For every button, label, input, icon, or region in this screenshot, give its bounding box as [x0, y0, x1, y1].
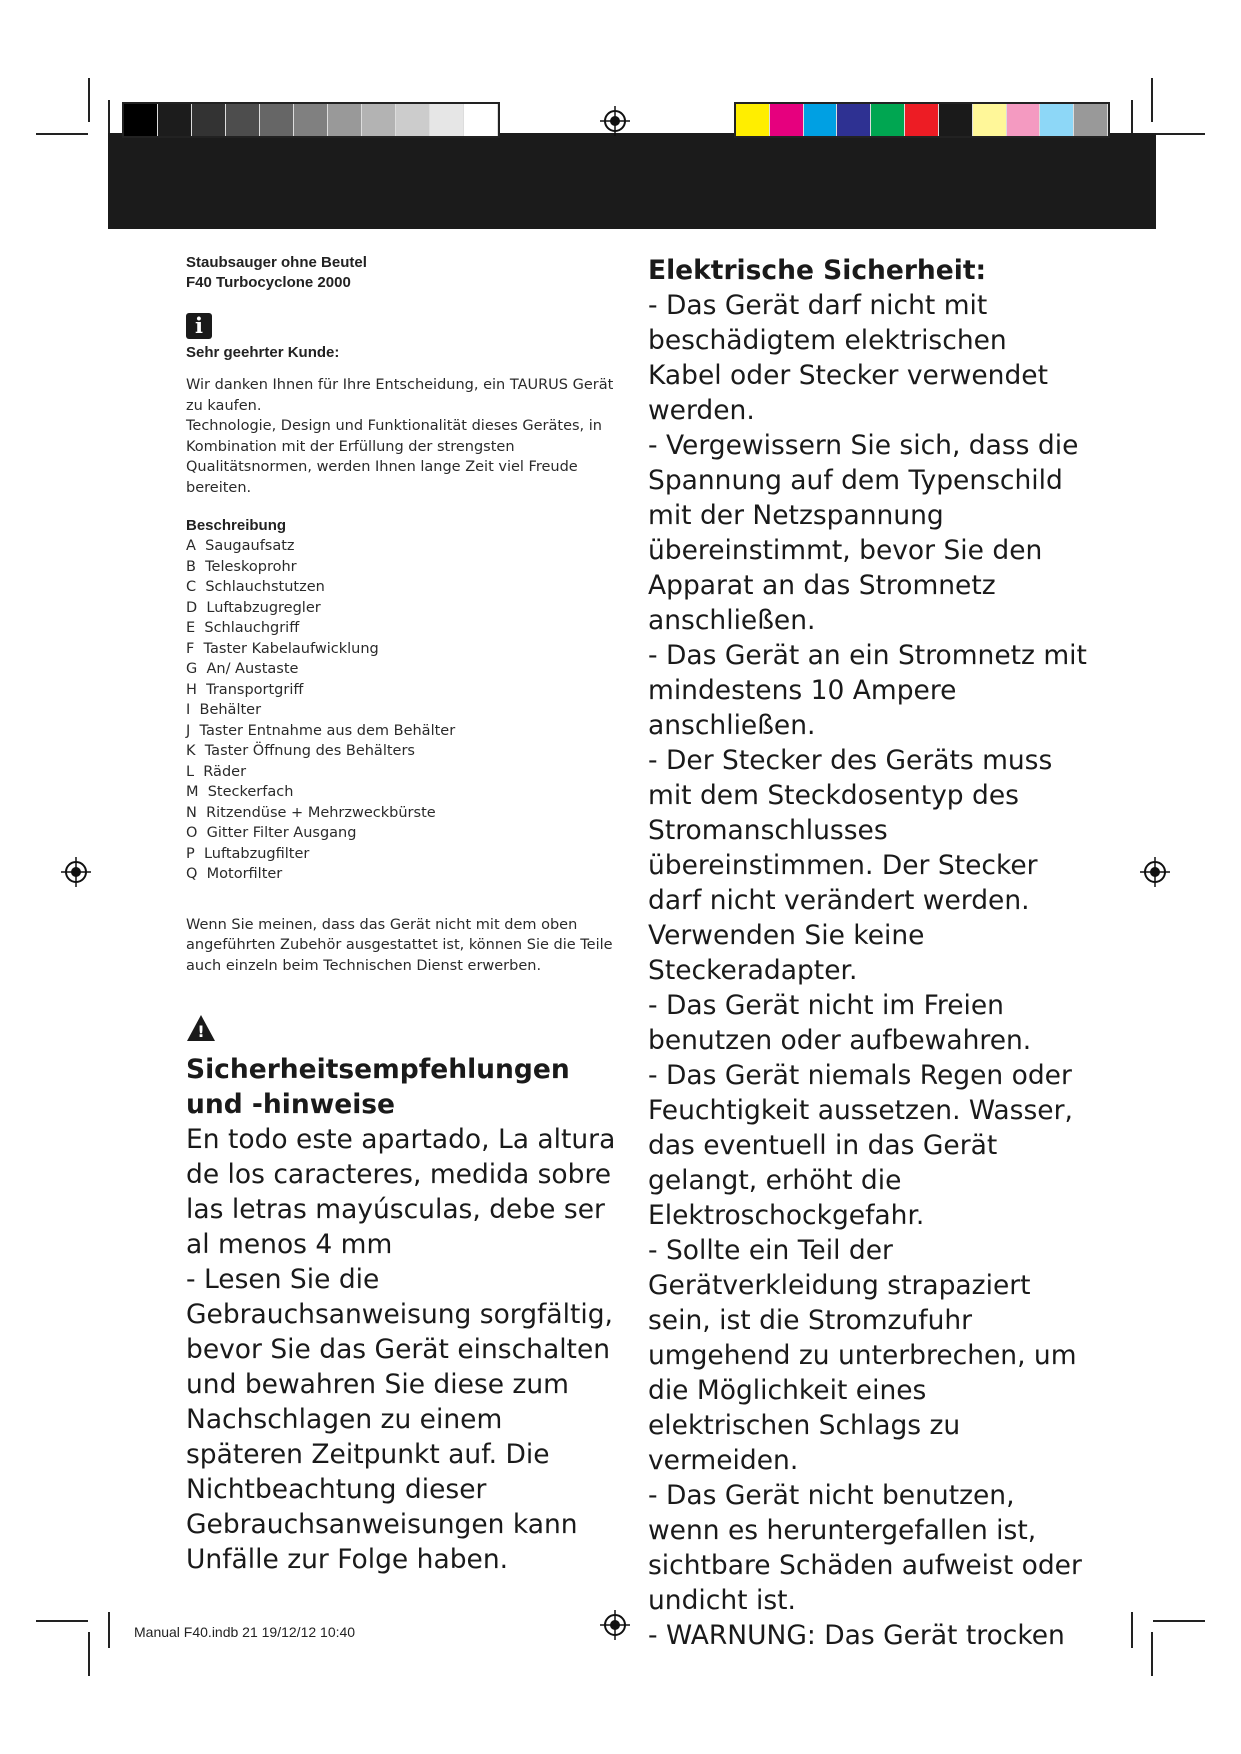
description-item: M Steckerfach — [186, 784, 294, 800]
description-item: C Schlauchstutzen — [186, 579, 325, 595]
electrical-safety-title: Elektrische Sicherheit: — [648, 255, 987, 286]
description-item: Q Motorfilter — [186, 866, 283, 882]
crop-mark — [36, 133, 88, 135]
intro-paragraph: Wir danken Ihnen für Ihre Entscheidung, ein TAURUS Gerät zu kaufen. — [186, 377, 614, 414]
description-item: F Taster Kabelaufwicklung — [186, 640, 379, 657]
registration-mark-icon — [1140, 857, 1170, 887]
electrical-safety-item: - Das Gerät niemals Regen oder Feuchtigkeit aussetzen. Wasser, das eventuell in das Gerät gelangt, erhöht die Elektroschockgefahr. — [648, 1060, 1073, 1231]
crop-mark — [1151, 1632, 1153, 1676]
electrical-safety-item: - Der Stecker des Geräts muss mit dem Steckdosentyp des Stromanschlusses übereinstimmen. Der Stecker darf nicht verändert werden. Verwenden Sie keine Steckeradapter. — [648, 745, 1053, 986]
description-item: J Taster Entnahme aus dem Behälter — [186, 722, 456, 739]
color-swatch — [973, 104, 1007, 136]
description-item: K Taster Öffnung des Behälters — [186, 743, 415, 759]
color-swatch — [192, 104, 226, 136]
safety-title: Sicherheitsempfehlungen und -hinweise — [186, 1054, 570, 1120]
color-swatch — [294, 104, 328, 136]
safety-paragraph: - Lesen Sie die Gebrauchsanweisung sorgfältig, bevor Sie das Gerät einschalten und bewahren Sie diese zum Nachschlagen zu einem späteren Zeitpunkt auf. Die Nichtbeachtung dieser Gebrauchsanweisungen kann Unfälle zur Folge haben. — [186, 1264, 613, 1575]
color-swatch — [736, 104, 770, 136]
description-item: P Luftabzugfilter — [186, 845, 310, 862]
description-title: Beschreibung — [186, 517, 287, 534]
description-item: I Behälter — [186, 702, 262, 718]
electrical-safety-item: - Das Gerät nicht benutzen, wenn es heruntergefallen ist, sichtbare Schäden aufweist oder undicht ist. — [648, 1480, 1082, 1616]
description-item: L Räder — [186, 763, 247, 780]
electrical-safety-item: - Das Gerät darf nicht mit beschädigtem elektrischen Kabel oder Stecker verwendet werden. — [648, 290, 1048, 426]
crop-mark — [36, 1620, 88, 1622]
crop-mark — [88, 78, 90, 122]
product-name: Staubsauger ohne Beutel — [186, 254, 367, 271]
description-item: N Ritzendüse + Mehrzweckbürste — [186, 804, 436, 821]
color-swatch — [328, 104, 362, 136]
description-item: G An/ Austaste — [186, 661, 299, 677]
color-swatch — [1040, 104, 1074, 136]
crop-mark — [1151, 78, 1153, 122]
description-item: D Luftabzugregler — [186, 599, 321, 616]
crop-mark — [1131, 100, 1133, 136]
footer-print-info: Manual F40.indb 21 19/12/12 10:40 — [134, 1624, 356, 1640]
crop-mark — [108, 1612, 110, 1648]
color-swatch — [464, 104, 498, 136]
right-column — [648, 253, 1088, 1653]
color-swatch — [226, 104, 260, 136]
greeting: Sehr geehrter Kunde: — [186, 344, 340, 361]
intro-paragraph: Technologie, Design und Funktionalität dieses Gerätes, in Kombination mit der Erfüllung der strengsten Qualitätsnormen, werden Ihnen lange Zeit viel Freude bereiten. — [186, 418, 602, 496]
crop-mark — [1153, 1620, 1205, 1622]
color-swatch — [837, 104, 871, 136]
grayscale-swatch-strip — [122, 102, 500, 138]
electrical-safety-item: - Sollte ein Teil der Gerätverkleidung strapaziert sein, ist die Stromzufuhr umgehend zu unterbrechen, um die Möglichkeit eines elektrischen Schlags zu vermeiden. — [648, 1235, 1077, 1476]
registration-mark-icon — [600, 1610, 630, 1640]
info-icon: i — [186, 313, 212, 339]
accessories-note: Wenn Sie meinen, dass das Gerät nicht mit dem oben angeführten Zubehör ausgestattet ist, können Sie die Teile auch einzeln beim Technischen Dienst erwerben. — [186, 916, 613, 974]
header-bar — [108, 133, 1156, 229]
description-item: B Teleskoprohr — [186, 558, 297, 575]
electrical-safety-item: - WARNUNG: Das Gerät trocken — [648, 1620, 1065, 1651]
description-item: E Schlauchgriff — [186, 620, 300, 636]
description-item: O Gitter Filter Ausgang — [186, 825, 357, 841]
electrical-safety-list — [648, 288, 1088, 1653]
color-swatch-strip — [734, 102, 1110, 138]
warning-icon-glyph: ! — [197, 1022, 205, 1041]
color-swatch — [939, 104, 973, 136]
product-model: F40 Turbocyclone 2000 — [186, 274, 351, 291]
crop-mark — [1131, 1612, 1133, 1648]
color-swatch — [770, 104, 804, 136]
description-list — [186, 536, 616, 885]
color-swatch — [396, 104, 430, 136]
color-swatch — [260, 104, 294, 136]
color-swatch — [804, 104, 838, 136]
color-swatch — [1007, 104, 1041, 136]
electrical-safety-item: - Das Gerät nicht im Freien benutzen oder aufbewahren. — [648, 990, 1032, 1056]
color-swatch — [362, 104, 396, 136]
registration-mark-icon — [61, 857, 91, 887]
color-swatch — [430, 104, 464, 136]
warning-icon — [186, 1014, 216, 1042]
electrical-safety-item: - Vergewissern Sie sich, dass die Spannung auf dem Typenschild mit der Netzspannung übereinstimmt, bevor Sie den Apparat an das Stromnetz anschließen. — [648, 430, 1079, 636]
left-column — [186, 253, 616, 1577]
color-swatch — [124, 104, 158, 136]
safety-paragraph: En todo este apartado, La altura de los caracteres, medida sobre las letras mayúsculas, debe ser al menos 4 mm — [186, 1124, 616, 1260]
color-swatch — [871, 104, 905, 136]
crop-mark — [108, 100, 110, 136]
crop-mark — [1153, 133, 1205, 135]
description-item: A Saugaufsatz — [186, 538, 295, 554]
registration-mark-icon — [600, 106, 630, 136]
color-swatch — [1074, 104, 1108, 136]
color-swatch — [905, 104, 939, 136]
electrical-safety-item: - Das Gerät an ein Stromnetz mit mindestens 10 Ampere anschließen. — [648, 640, 1087, 741]
color-swatch — [158, 104, 192, 136]
description-item: H Transportgriff — [186, 681, 304, 698]
crop-mark — [88, 1632, 90, 1676]
